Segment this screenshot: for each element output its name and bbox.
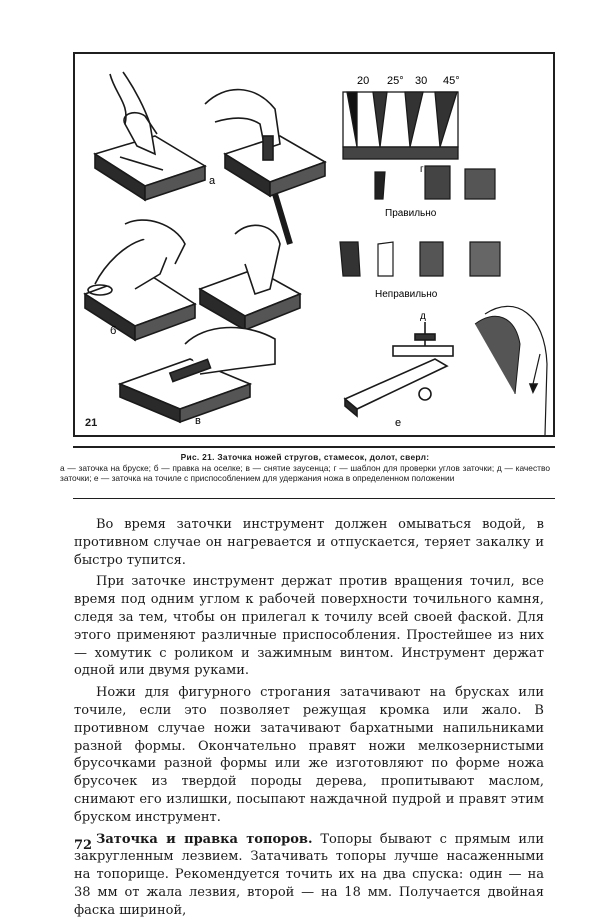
section-heading: Заточка и правка топоров.: [96, 831, 313, 847]
illustration-b: [85, 220, 195, 340]
paragraph-4: [74, 831, 544, 920]
illustration-b-right: [200, 194, 300, 330]
illustration-v: [120, 328, 275, 422]
caption-heading: Рис. 21. Заточка ножей стругов, стамесок, долот, сверл:: [180, 452, 430, 462]
body-text: [74, 516, 544, 924]
angle-label-30: 30: [415, 75, 428, 87]
figure-label-e: е: [395, 417, 402, 429]
angle-template: [343, 92, 458, 159]
angle-label-25: 25°: [387, 75, 404, 87]
figure-caption: [60, 452, 550, 484]
paragraph-4-text: Топоры бывают с прямым или закругленным лезвием. Затачивать топоры лучше насаженными на топорище. Рекомендуется точить их на два спуска: один — на 38 мм от жала лезвия, второй — на 18 мм. Получается двойная фаска шириной,: [74, 831, 544, 918]
figure-label-v: в: [195, 415, 201, 427]
page-number: 72: [74, 838, 93, 853]
caption-top-rule: [73, 446, 555, 448]
paragraph-1: Во время заточки инструмент должен омываться водой, в противном случае он нагревается и отпускается, теряет закалку и быстро тупится.: [74, 517, 544, 568]
figure-label-b: б: [110, 325, 117, 337]
paragraph-3: Ножи для фигурного строгания затачивают на брусках или точиле, если это позволяет режущая кромка или жало. В противном случае ножи затачивают бархатными напильниками разной формы. Окончательно правят ножи мелкозернистыми брусочками разной формы или же изготовляют по форме ножа брусочек из твердой породы дерева, пропитывают маслом, снимают его излишки, посыпают наждачной пудрой и правят этим бруском инструмент.: [74, 685, 544, 825]
figure-illustration: [75, 54, 553, 435]
label-incorrect: Неправильно: [375, 289, 438, 300]
incorrect-samples: [340, 242, 500, 276]
figure-frame: [73, 52, 555, 437]
angle-label-45: 45°: [443, 75, 460, 87]
label-correct: Правильно: [385, 208, 437, 219]
figure-label-g: г: [420, 164, 424, 175]
angle-label-20: 20: [357, 75, 370, 87]
angle-labels: [357, 75, 460, 87]
correct-samples: [375, 166, 495, 199]
figure-label-a: а: [209, 175, 216, 187]
illustration-e: [345, 306, 547, 435]
caption-bottom-rule: [73, 498, 555, 499]
figure-label-d: д: [420, 311, 426, 322]
figure-number: 21: [85, 417, 98, 429]
caption-text: а — заточка на бруске; б — правка на оселке; в — снятие заусенца; г — шаблон для проверки углов заточки; д — качество заточки; е — заточка на точиле с приспособлением для удержания ножа в определенном положении: [60, 462, 550, 484]
illustration-a-right: [205, 90, 325, 196]
paragraph-2: При заточке инструмент держат против вращения точил, все время под одним углом к рабочей поверхности точильного камня, следя за тем, чтобы он прилегал к точилу всей своей фаской. Для этого применяют различные приспособления. Простейшее из них — хомутик с роликом и зажимным винтом. Инструмент держат одной или двумя руками.: [74, 574, 544, 679]
illustration-a-left: [95, 72, 205, 200]
